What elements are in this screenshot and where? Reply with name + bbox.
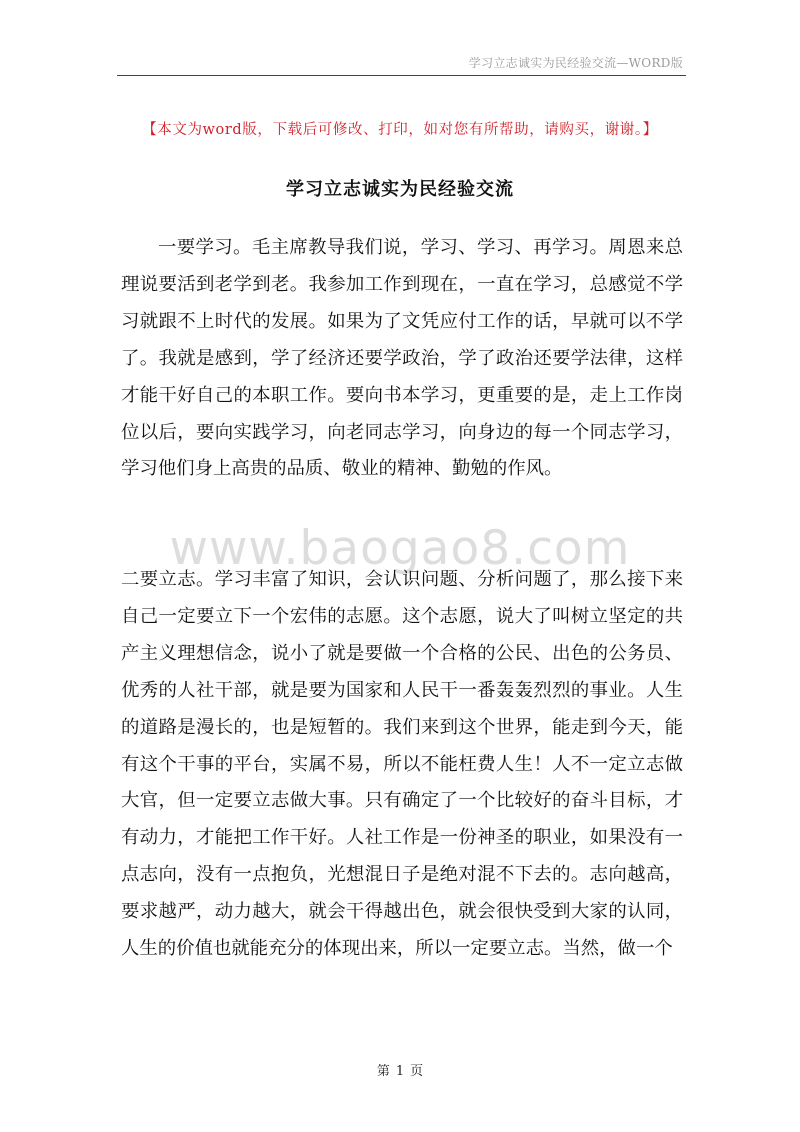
page-suffix: 页 <box>410 1064 424 1079</box>
running-header: 学习立志诚实为民经验交流—WORD版 <box>468 56 683 70</box>
purchase-notice: 【本文为word版，下载后可修改、打印，如对您有所帮助，请购买，谢谢。】 <box>142 122 658 138</box>
paragraph-study: 一要学习。毛主席教导我们说，学习、学习、再学习。周恩来总理说要活到老学到老。我参加工作到现在，一直在学习，总感觉不学习就跟不上时代的发展。如果为了文凭应付工作的话，早就可以不学了。我就是感到，学了经济还要学政治，学了政治还要学法律，这样才能干好自己的本职工作。要向书本学习，更重要的是，走上工作岗位以后，要向实践学习，向老同志学习，向身边的每一个同志学习，学习他们身上高贵的品质、敬业的精神、勤勉的作风。 <box>121 237 683 480</box>
paragraph-ambition: 二要立志。学习丰富了知识，会认识问题、分析问题了，那么接下来自己一定要立下一个宏伟的志愿。这个志愿，说大了叫树立坚定的共产主义理想信念，说小了就是要做一个合格的公民、出色的公务员、优秀的人社干部，就是要为国家和人民干一番轰轰烈烈的事业。人生的道路是漫长的，也是短暂的。我们来到这个世界，能走到今天，能有这个干事的平台，实属不易，所以不能枉费人生！人不一定立志做大官，但一定要立志做大事。只有确定了一个比较好的奋斗目标，才有动力，才能把工作干好。人社工作是一份神圣的职业，如果没有一点志向，没有一点抱负，光想混日子是绝对混不下去的。志向越高，要求越严，动力越大，就会干得越出色，就会很快受到大家的认同，人生的价值也就能充分的体现出来，所以一定要立志。当然，做一个 <box>121 569 683 960</box>
document-title: 学习立志诚实为民经验交流 <box>286 179 514 200</box>
watermark-text: www.baogao8.com <box>169 521 631 576</box>
page-prefix: 第 <box>376 1064 390 1079</box>
header-divider <box>117 75 686 76</box>
page-footer <box>0 1060 800 1079</box>
page-number: 1 <box>395 1064 405 1079</box>
